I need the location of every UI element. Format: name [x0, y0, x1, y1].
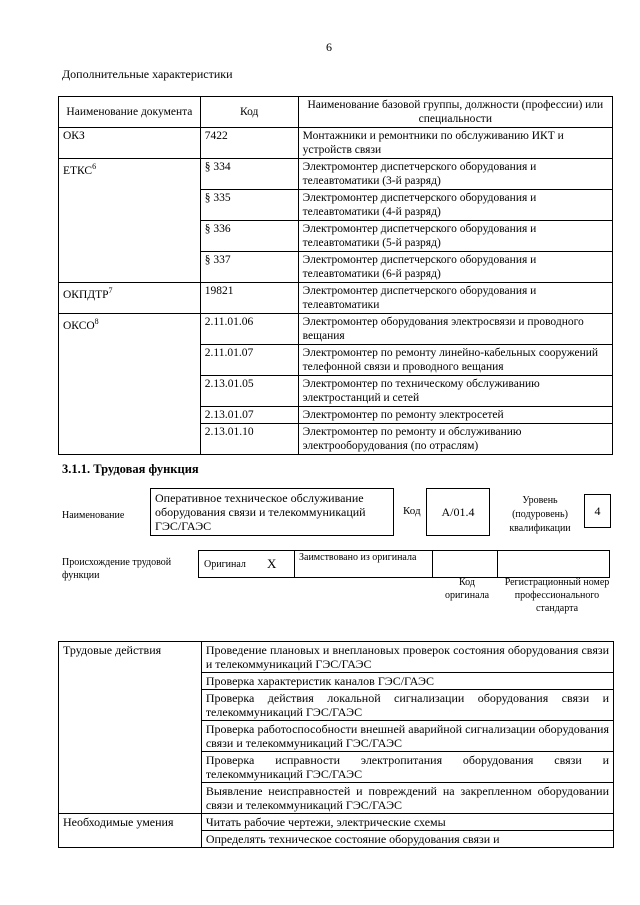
group-name-cell: Электромонтер по ремонту электросетей	[298, 407, 612, 424]
group-name-cell: Монтажники и ремонтники по обслуживанию ИКТ и устройств связи	[298, 128, 612, 159]
origin-label: Происхождение трудовой функции	[62, 557, 172, 581]
code-cell: § 334	[200, 159, 298, 190]
function-name-value: Оперативное техническое обслуживание оборудования связи и телекоммуникаций ГЭС/ГАЭС	[155, 491, 366, 533]
qualification-level-box	[584, 494, 611, 528]
code-cell: § 337	[200, 252, 298, 283]
document-name: ОКСО	[63, 319, 95, 332]
group-name-cell: Электромонтер диспетчерского оборудования и телеавтоматики (4-й разряд)	[298, 190, 612, 221]
function-code-label: Код	[403, 505, 421, 517]
document-cell	[59, 314, 201, 455]
group-name-cell: Электромонтер диспетчерского оборудования и телеавтоматики (6-й разряд)	[298, 252, 612, 283]
qualification-level-value: 4	[594, 503, 601, 518]
labor-action-item: Проверка исправности электропитания оборудования связи и телекоммуникаций ГЭС/ГАЭС	[201, 752, 613, 783]
footnote-mark: 8	[94, 317, 99, 326]
group-name-cell: Электромонтер по ремонту и обслуживанию электрооборудования (по отраслям)	[298, 424, 612, 455]
qualification-level-label: Уровень (подуровень) квалификации	[509, 495, 571, 534]
labor-action-item: Проверка работоспособности внешней аварийной сигнализации оборудования связи и телекоммуникаций ГЭС/ГАЭС	[201, 721, 613, 752]
function-code-value: А/01.4	[441, 504, 475, 519]
code-cell: § 336	[200, 221, 298, 252]
header-code: Код	[200, 97, 298, 128]
labor-action-item: Проведение плановых и внеплановых проверок состояния оборудования связи и телекоммуникаций ГЭС/ГАЭС	[201, 642, 613, 673]
group-name-cell: Электромонтер диспетчерского оборудования и телеавтоматики	[298, 283, 612, 314]
code-cell: 7422	[200, 128, 298, 159]
document-name: ОКЗ	[63, 130, 85, 142]
page-number: 6	[326, 40, 332, 54]
footnote-mark: 6	[92, 162, 97, 171]
document-cell	[59, 128, 201, 159]
original-mark: X	[267, 556, 277, 571]
code-cell: § 335	[200, 190, 298, 221]
original-label: Оригинал	[204, 559, 246, 570]
code-cell: 2.13.01.05	[200, 376, 298, 407]
group-name-cell: Электромонтер диспетчерского оборудования и телеавтоматики (5-й разряд)	[298, 221, 612, 252]
footnote-mark: 7	[108, 286, 113, 295]
code-cell: 2.13.01.07	[200, 407, 298, 424]
function-name-label: Наименование	[62, 510, 125, 521]
labor-actions-table	[58, 641, 614, 848]
document-cell	[59, 159, 201, 283]
header-document: Наименование документа	[59, 97, 201, 128]
group-name-cell: Электромонтер по техническому обслуживанию электростанций и сетей	[298, 376, 612, 407]
registration-number-label: Регистрационный номер профессионального стандарта	[504, 577, 610, 614]
additional-characteristics-heading: Дополнительные характеристики	[62, 67, 233, 81]
skills-label: Необходимые умения	[59, 814, 202, 848]
function-code-box	[426, 488, 490, 536]
group-name-cell: Электромонтер оборудования электросвязи и проводного вещания	[298, 314, 612, 345]
group-name-cell: Электромонтер по ремонту линейно-кабельных сооружений телефонной связи и проводного вещания	[298, 345, 612, 376]
function-name-box	[150, 488, 394, 536]
borrowed-label: Заимствовано из оригинала	[299, 552, 417, 563]
code-original-label: Код оригинала	[444, 577, 490, 601]
labor-action-item: Проверка характеристик каналов ГЭС/ГАЭС	[201, 673, 613, 690]
header-group-name: Наименование базовой группы, должности (профессии) или специальности	[298, 97, 612, 128]
code-cell: 2.11.01.06	[200, 314, 298, 345]
code-cell: 2.11.01.07	[200, 345, 298, 376]
labor-action-item: Проверка действия локальной сигнализации оборудования связи и телекоммуникаций ГЭС/ГАЭС	[201, 690, 613, 721]
origin-table	[198, 550, 610, 578]
skill-item: Читать рабочие чертежи, электрические схемы	[201, 814, 613, 831]
labor-action-item: Выявление неисправностей и повреждений на закрепленном оборудовании связи и телекоммуникаций ГЭС/ГАЭС	[201, 783, 613, 814]
additional-characteristics-table	[58, 96, 613, 455]
code-cell: 19821	[200, 283, 298, 314]
document-name: ОКПДТР	[63, 288, 109, 301]
actions-label: Трудовые действия	[59, 642, 202, 814]
group-name-cell: Электромонтер диспетчерского оборудования и телеавтоматики (3-й разряд)	[298, 159, 612, 190]
code-cell: 2.13.01.10	[200, 424, 298, 455]
skill-item: Определять техническое состояние оборудования связи и	[201, 831, 613, 848]
labor-function-heading: 3.1.1. Трудовая функция	[62, 462, 199, 476]
document-name: ЕТКС	[63, 164, 93, 177]
document-cell	[59, 283, 201, 314]
